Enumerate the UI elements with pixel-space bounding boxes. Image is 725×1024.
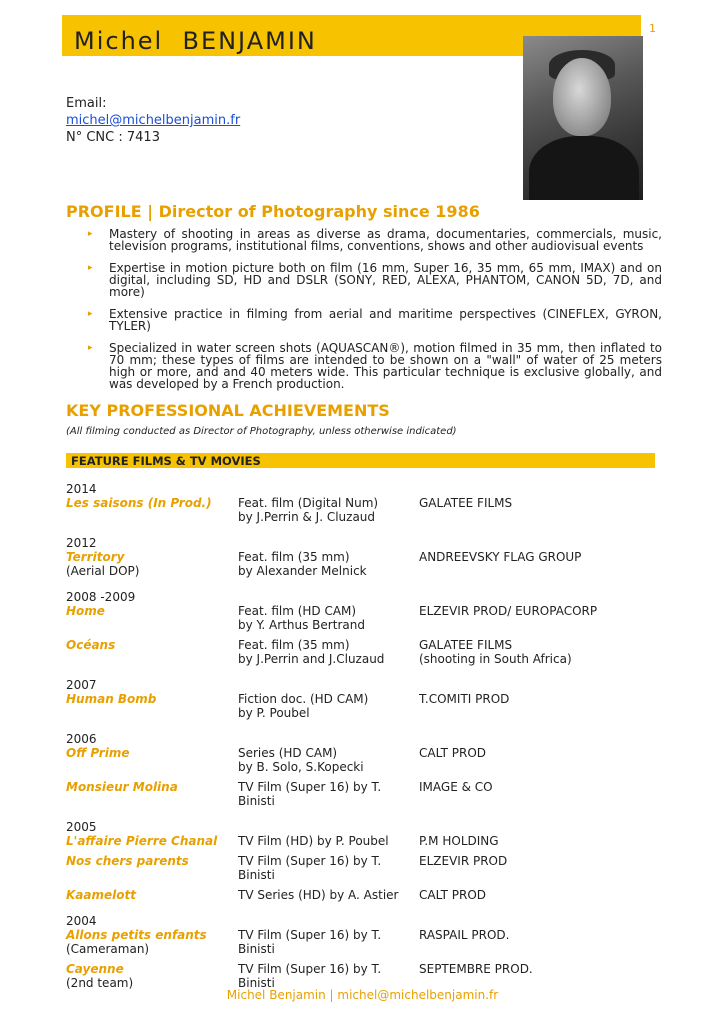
email-label: Email: — [66, 96, 107, 111]
film-description: TV Film (Super 16) by T. Binisti — [238, 854, 382, 882]
email-link[interactable]: michel@michelbenjamin.fr — [66, 113, 241, 128]
year-group — [66, 678, 666, 720]
year-label: 2006 — [66, 732, 97, 746]
film-director: by P. Poubel — [238, 706, 310, 720]
achievements-heading: KEY PROFESSIONAL ACHIEVEMENTS — [66, 401, 390, 420]
film-title: Off Prime — [66, 746, 130, 760]
achievements-note: (All filming conducted as Director of Photography, unless otherwise indicated) — [66, 426, 457, 437]
film-company: P.M HOLDING — [419, 834, 499, 848]
film-role: (2nd team) — [66, 976, 134, 990]
film-row — [66, 604, 666, 632]
film-list — [66, 482, 666, 1002]
film-title: Territory — [66, 550, 125, 564]
film-company: T.COMITI PROD — [419, 692, 510, 706]
film-row — [66, 780, 666, 808]
profile-bullet-text: Expertise in motion picture both on film (16 mm, Super 16, 35 mm, 65 mm, IMAX) and on digital, including SD, HD and DSLR (SONY, RED, ALEXA, PHANTOM, CANON 5D, 7D, and more) — [109, 261, 662, 299]
film-company: ELZEVIR PROD/ EUROPACORP — [419, 604, 598, 618]
film-row — [66, 692, 666, 720]
film-row — [66, 928, 666, 956]
film-title: Cayenne — [66, 962, 124, 976]
film-company: CALT PROD — [419, 888, 487, 902]
film-description: Fiction doc. (HD CAM) — [238, 692, 369, 706]
film-description: Feat. film (35 mm) — [238, 638, 350, 652]
film-director: by Y. Arthus Bertrand — [238, 618, 365, 632]
film-role: (Aerial DOP) — [66, 564, 140, 578]
film-row — [66, 834, 666, 848]
film-row — [66, 854, 666, 882]
profile-bullet — [88, 342, 662, 390]
film-title: Human Bomb — [66, 692, 157, 706]
film-description: TV Film (Super 16) by T. Binisti — [238, 962, 382, 990]
candidate-name: Michel BENJAMIN — [74, 27, 317, 55]
film-row — [66, 550, 666, 578]
film-title: Nos chers parents — [66, 854, 189, 868]
cnc-number: N° CNC : 7413 — [66, 130, 160, 145]
film-company: RASPAIL PROD. — [419, 928, 510, 942]
film-title: L'affaire Pierre Chanal — [66, 834, 218, 848]
year-group — [66, 820, 666, 902]
feature-films-banner — [66, 453, 655, 468]
film-description: TV Film (HD) by P. Poubel — [238, 834, 389, 848]
film-row — [66, 746, 666, 774]
footer: Michel Benjamin | michel@michelbenjamin.fr — [226, 988, 499, 1002]
profile-bullet-text: Specialized in water screen shots (AQUASCAN®), motion filmed in 35 mm, then inflated to 70 mm; these types of films are intended to be shown on a "wall" of water of 25 meters high or more, and and 40 meters wide. This particular technique is exclusive globally, and was developed by a French production. — [109, 341, 662, 391]
year-label: 2005 — [66, 820, 97, 834]
film-title: Home — [66, 604, 105, 618]
page-number: 1 — [649, 22, 656, 35]
profile-bullet-text: Extensive practice in filming from aerial and maritime perspectives (CINEFLEX, GYRON, TYLER) — [109, 307, 662, 333]
profile-bullet — [88, 262, 662, 298]
year-label: 2004 — [66, 914, 97, 928]
film-row — [66, 638, 666, 666]
film-company-note: (shooting in South Africa) — [419, 652, 572, 666]
film-description: Feat. film (Digital Num) — [238, 496, 379, 510]
profile-heading: PROFILE | Director of Photography since 1986 — [66, 202, 480, 221]
year-label: 2008 -2009 — [66, 590, 136, 604]
film-company: GALATEE FILMS — [419, 496, 513, 510]
year-label: 2014 — [66, 482, 97, 496]
film-director: by J.Perrin & J. Cluzaud — [238, 510, 376, 524]
film-title: Océans — [66, 638, 116, 652]
film-description: Series (HD CAM) — [238, 746, 338, 760]
profile-list — [88, 228, 662, 400]
year-group — [66, 590, 666, 666]
film-company: ELZEVIR PROD — [419, 854, 508, 868]
film-company: ANDREEVSKY FLAG GROUP — [419, 550, 582, 564]
film-description: Feat. film (HD CAM) — [238, 604, 357, 618]
bullet-arrow-icon: ▸ — [88, 229, 93, 239]
film-description: TV Film (Super 16) by T. Binisti — [238, 780, 382, 808]
film-role: (Cameraman) — [66, 942, 150, 956]
film-company: SEPTEMBRE PROD. — [419, 962, 533, 976]
film-company: GALATEE FILMS — [419, 638, 513, 652]
year-label: 2007 — [66, 678, 97, 692]
portrait-photo — [523, 36, 643, 200]
year-group — [66, 732, 666, 808]
profile-bullet — [88, 308, 662, 332]
year-group — [66, 482, 666, 524]
bullet-arrow-icon: ▸ — [88, 343, 93, 353]
film-description: TV Series (HD) by A. Astier — [238, 888, 399, 902]
film-row — [66, 888, 666, 902]
film-director: by B. Solo, S.Kopecki — [238, 760, 364, 774]
profile-bullet — [88, 228, 662, 252]
bullet-arrow-icon: ▸ — [88, 263, 93, 273]
film-title: Allons petits enfants — [66, 928, 207, 942]
film-company: CALT PROD — [419, 746, 487, 760]
film-director: by J.Perrin and J.Cluzaud — [238, 652, 385, 666]
year-label: 2012 — [66, 536, 97, 550]
film-description: TV Film (Super 16) by T. Binisti — [238, 928, 382, 956]
film-title: Monsieur Molina — [66, 780, 178, 794]
film-title: Les saisons (In Prod.) — [66, 496, 212, 510]
film-title: Kaamelott — [66, 888, 136, 902]
film-company: IMAGE & CO — [419, 780, 493, 794]
film-row — [66, 496, 666, 524]
bullet-arrow-icon: ▸ — [88, 309, 93, 319]
year-group — [66, 914, 666, 990]
film-row — [66, 962, 666, 990]
contact-block — [66, 95, 240, 146]
year-group — [66, 536, 666, 578]
film-director: by Alexander Melnick — [238, 564, 367, 578]
film-description: Feat. film (35 mm) — [238, 550, 350, 564]
feature-films-heading: FEATURE FILMS & TV MOVIES — [71, 454, 261, 468]
profile-bullet-text: Mastery of shooting in areas as diverse as drama, documentaries, commercials, music, television programs, institutional films, conventions, shows and other audiovisual events — [109, 227, 662, 253]
